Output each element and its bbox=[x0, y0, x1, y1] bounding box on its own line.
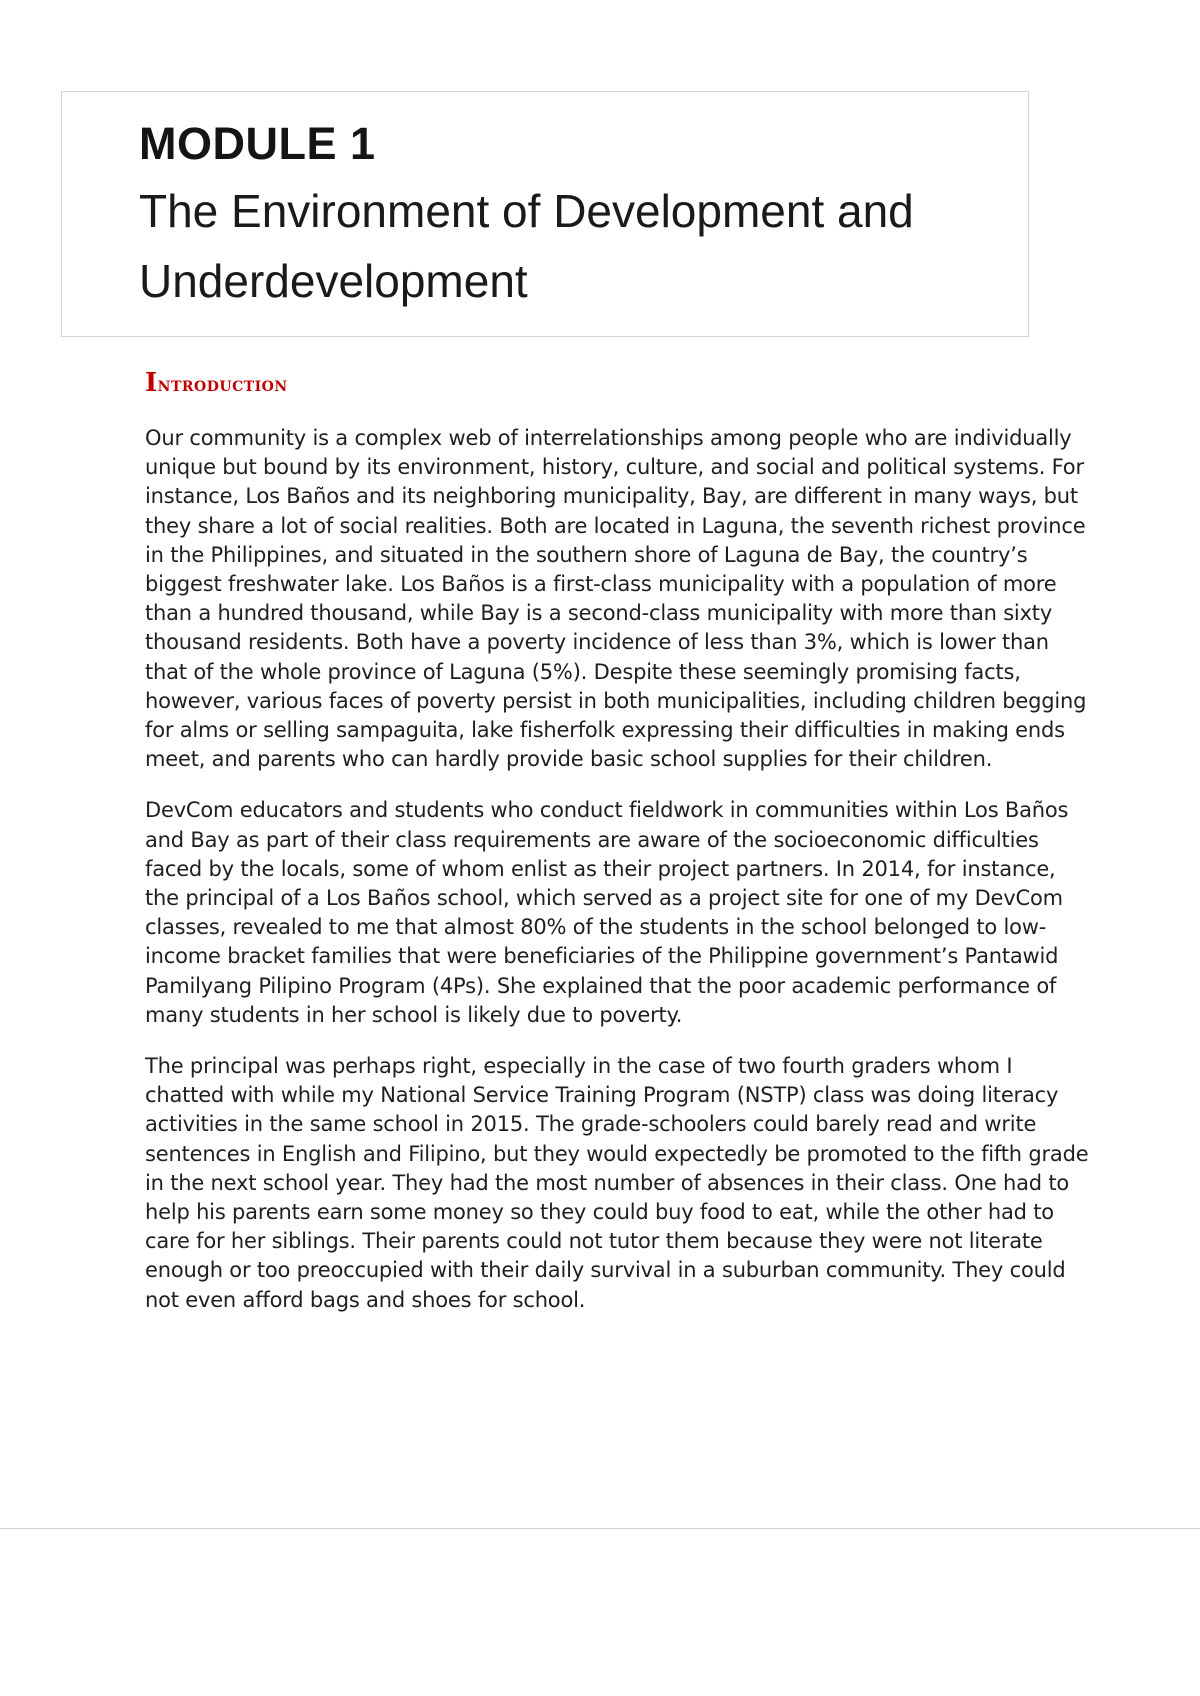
section-heading-initial: I bbox=[145, 368, 158, 398]
module-label: MODULE 1 bbox=[139, 118, 376, 169]
page-divider bbox=[0, 1528, 1200, 1529]
paragraph-3: The principal was perhaps right, especially in the case of two fourth graders whom I chatted with while my National Service Training Program (NSTP) class was doing literacy activities in the same school in 2015. The grade-schoolers could barely read and write sentences in English and Filipino, but they would expectedly be promoted to the fifth grade in the next school year. They had the most number of absences in their class. One had to help his parents earn some money so they could buy food to eat, while the other had to care for her siblings. Their parents could not tutor them because they were not literate enough or too preoccupied with their daily survival in a suburban community. They could not even afford bags and shoes for school. bbox=[145, 1054, 1089, 1312]
main-content bbox=[145, 368, 1095, 1337]
paragraph-1: Our community is a complex web of interrelationships among people who are individually unique but bound by its environment, history, culture, and social and political systems. For instance, Los Baños and its neighboring municipality, Bay, are different in many ways, but they share a lot of social realities. Both are located in Laguna, the seventh richest province in the Philippines, and situated in the southern shore of Laguna de Bay, the country’s biggest freshwater lake. Los Baños is a first-class municipality with a population of more than a hundred thousand, while Bay is a second-class municipality with more than sixty thousand residents. Both have a poverty incidence of less than 3%, which is lower than that of the whole province of Laguna (5%). Despite these seemingly promising facts, however, various faces of poverty persist in both municipalities, including children begging for alms or selling sampaguita, lake fisherfolk expressing their difficulties in making ends meet, and parents who can hardly provide basic school supplies for their children. bbox=[145, 426, 1087, 772]
paragraph-2: DevCom educators and students who conduct fieldwork in communities within Los Baños and Bay as part of their class requirements are aware of the socioeconomic difficulties faced by the locals, some of whom enlist as their project partners. In 2014, for instance, the principal of a Los Baños school, which served as a project site for one of my DevCom classes, revealed to me that almost 80% of the students in the school belonged to low-income bracket families that were beneficiaries of the Philippine government’s Pantawid Pamilyang Pilipino Program (4Ps). She explained that the poor academic performance of many students in her school is likely due to poverty. bbox=[145, 798, 1069, 1027]
module-title: The Environment of Development and Underdevelopment bbox=[139, 185, 914, 307]
section-heading-rest: ntroduction bbox=[157, 372, 288, 396]
module-title-box bbox=[61, 91, 1029, 337]
section-heading-introduction bbox=[145, 368, 1095, 398]
